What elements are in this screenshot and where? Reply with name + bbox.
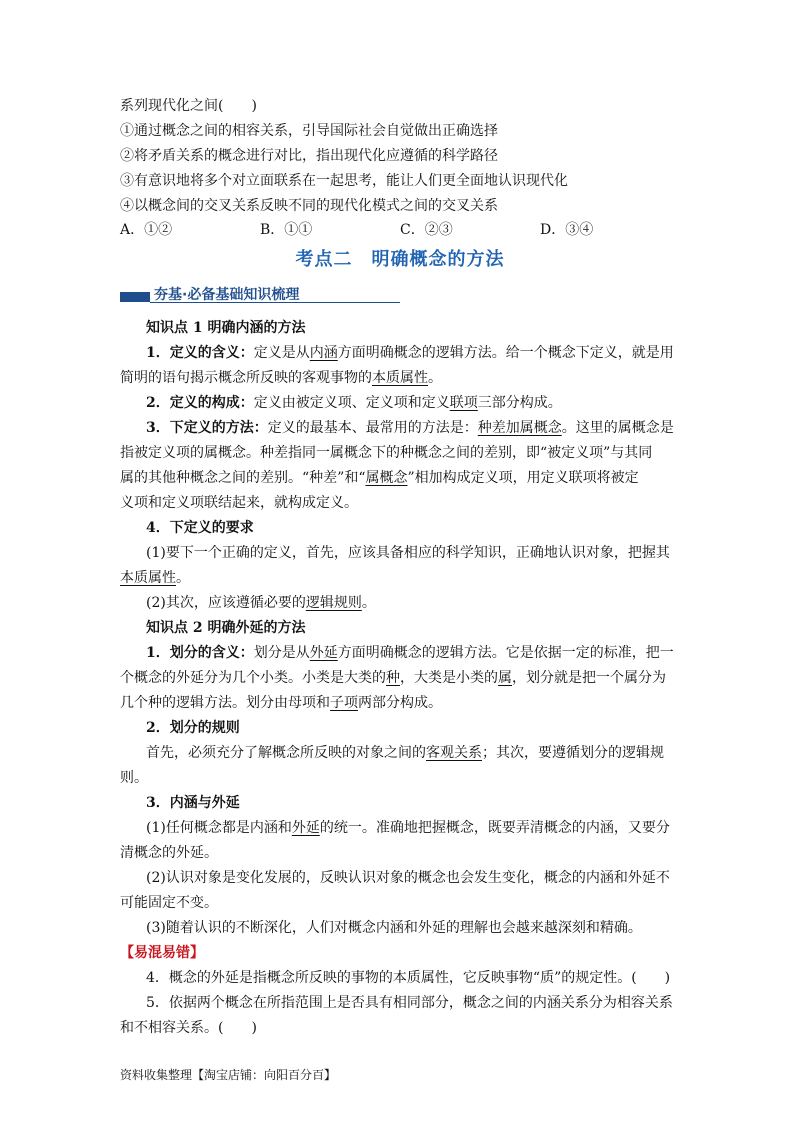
intension-extension-2-line-1: (2)认识对象是变化发展的，反映认识对象的概念也会发生变化，概念的内涵和外延不 bbox=[146, 870, 670, 886]
division-meaning-line-2: 个概念的外延分为几个小类。小类是大类的种，大类是小类的属，划分就是把一个属分为 bbox=[120, 670, 666, 686]
definition-structure: 2．定义的构成：定义由被定义项、定义项和定义联项三部分构成。 bbox=[146, 395, 562, 411]
knowledge-point-1-heading: 知识点 1 明确内涵的方法 bbox=[146, 320, 306, 336]
intension-extension-heading: 3．内涵与外延 bbox=[146, 795, 240, 811]
division-meaning-line-1: 1．划分的含义：划分是从外延方面明确概念的逻辑方法。它是依据一定的标准，把一 bbox=[146, 645, 674, 661]
question-item-4: ④以概念间的交叉关系反映不同的现代化模式之间的交叉关系 bbox=[120, 198, 498, 214]
division-meaning-line-3: 几个种的逻辑方法。划分由母项和子项两部分构成。 bbox=[120, 695, 442, 711]
intension-extension-1-line-1: (1)任何概念都是内涵和外延的统一。准确地把握概念，既要弄清概念的内涵，又要分 bbox=[146, 820, 670, 836]
definition-requirement-2: (2)其次，应该遵循必要的逻辑规则。 bbox=[146, 595, 376, 611]
question-item-2: ②将矛盾关系的概念进行对比，指出现代化应遵循的科学路径 bbox=[120, 148, 498, 164]
question-item-3: ③有意识地将多个对立面联系在一起思考，能让人们更全面地认识现代化 bbox=[120, 173, 568, 189]
section-title: 考点二 明确概念的方法 bbox=[295, 249, 505, 270]
intension-extension-3: (3)随着认识的不断深化，人们对概念内涵和外延的理解也会越来越深刻和精确。 bbox=[146, 920, 642, 936]
definition-meaning-line-2: 简明的语句揭示概念所反映的客观事物的本质属性。 bbox=[120, 370, 442, 386]
mistake-item-4: 4．概念的外延是指概念所反映的事物的本质属性，它反映事物“质”的规定性。( ) bbox=[146, 970, 671, 986]
option-c: C．②③ bbox=[400, 222, 453, 238]
page-footer: 资料收集整理【淘宝店铺：向阳百分百】 bbox=[120, 1068, 337, 1082]
answer-options bbox=[120, 220, 680, 240]
definition-method-line-4: 义项和定义项联结起来，就构成定义。 bbox=[120, 495, 358, 511]
mistake-item-5-line-1: 5．依据两个概念在所指范围上是否具有相同部分，概念之间的内涵关系分为相容关系 bbox=[146, 995, 673, 1011]
option-b: B．①① bbox=[260, 222, 313, 238]
division-rules-line-2: 则。 bbox=[120, 770, 148, 786]
division-rules-line-1: 首先，必须充分了解概念所反映的对象之间的客观关系；其次，要遵循划分的逻辑规 bbox=[146, 745, 664, 761]
knowledge-point-2-heading: 知识点 2 明确外延的方法 bbox=[146, 620, 306, 636]
option-a: A．①② bbox=[120, 222, 173, 238]
definition-requirement-1-line-2: 本质属性。 bbox=[120, 570, 190, 586]
option-d: D．③④ bbox=[540, 222, 594, 238]
intension-extension-1-line-2: 清概念的外延。 bbox=[120, 845, 218, 861]
mistakes-heading: 【易混易错】 bbox=[120, 945, 204, 961]
banner-label: 夯基·必备基础知识梳理 bbox=[154, 287, 300, 303]
question-stem: 系列现代化之间( ) bbox=[120, 98, 257, 114]
definition-requirements-heading: 4．下定义的要求 bbox=[146, 520, 254, 536]
definition-meaning-line-1: 1．定义的含义：定义是从内涵方面明确概念的逻辑方法。给一个概念下定义，就是用 bbox=[146, 345, 674, 361]
mistake-item-5-line-2: 和不相容关系。( ) bbox=[120, 1020, 257, 1036]
section-banner bbox=[120, 284, 400, 304]
definition-method-line-3: 属的其他种概念之间的差别。“种差”和“属概念”相加构成定义项，用定义联项将被定 bbox=[120, 470, 639, 486]
banner-bar bbox=[120, 292, 150, 302]
question-item-1: ①通过概念之间的相容关系，引导国际社会自觉做出正确选择 bbox=[120, 123, 498, 139]
definition-requirement-1-line-1: (1)要下一个正确的定义，首先，应该具备相应的科学知识，正确地认识对象，把握其 bbox=[146, 545, 670, 561]
division-rules-heading: 2．划分的规则 bbox=[146, 720, 240, 736]
intension-extension-2-line-2: 可能固定不变。 bbox=[120, 895, 218, 911]
definition-method-line-1: 3．下定义的方法：定义的最基本、最常用的方法是：种差加属概念。这里的属概念是 bbox=[146, 420, 674, 436]
definition-method-line-2: 指被定义项的属概念。种差指同一属概念下的种概念之间的差别，即“被定义项”与其同 bbox=[120, 445, 653, 461]
